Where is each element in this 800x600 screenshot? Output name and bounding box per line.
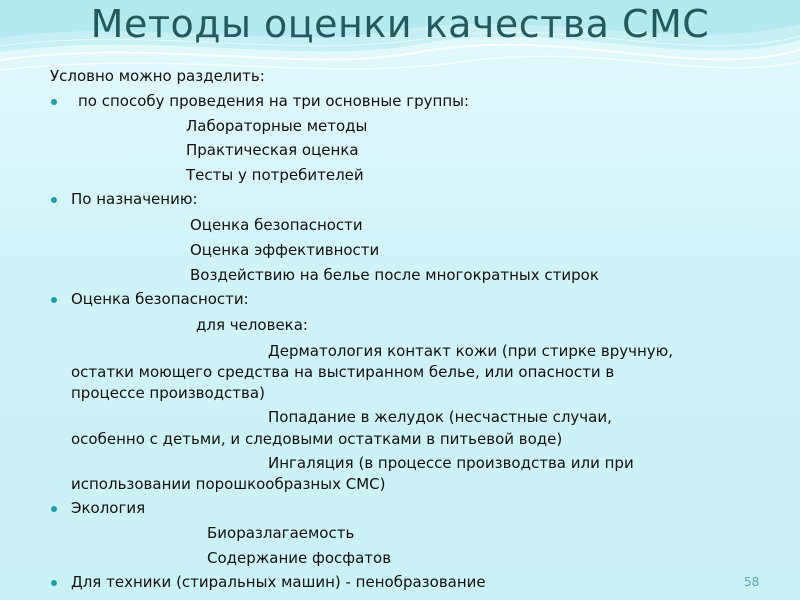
list-item: По назначению: bbox=[71, 190, 198, 208]
list-item: Воздействию на белье после многократных стирок bbox=[190, 266, 599, 284]
list-item: для человека: bbox=[196, 316, 308, 334]
list-item: Оценка эффективности bbox=[190, 241, 380, 259]
intro-line: Условно можно разделить: bbox=[50, 67, 265, 85]
slide-title: Методы оценки качества СМС bbox=[90, 2, 710, 46]
list-item: Практическая оценка bbox=[186, 141, 359, 159]
list-item: Экология bbox=[71, 499, 146, 517]
list-item: Для техники (стиральных машин) - пенобразование bbox=[71, 573, 486, 591]
bullet-icon bbox=[51, 197, 57, 203]
list-item: использовании порошкообразных СМС) bbox=[71, 475, 386, 493]
list-item: Содержание фосфатов bbox=[207, 549, 392, 567]
bullet-icon bbox=[51, 99, 57, 105]
list-item: Тесты у потребителей bbox=[186, 166, 364, 184]
page-number: 58 bbox=[744, 575, 760, 589]
list-item: Оценка безопасности bbox=[190, 216, 363, 234]
list-item: Ингаляция (в процессе производства или при bbox=[268, 454, 634, 472]
bullet-icon bbox=[51, 297, 57, 303]
list-item: Лабораторные методы bbox=[186, 117, 368, 135]
list-item: Дерматология контакт кожи (при стирке вручную, bbox=[268, 342, 674, 360]
list-item: особенно с детьми, и следовыми остатками в питьевой воде) bbox=[71, 430, 563, 448]
list-item: остатки моющего средства на выстиранном белье, или опасности в bbox=[71, 363, 615, 381]
list-item: Биоразлагаемость bbox=[207, 524, 355, 542]
list-item: процессе производства) bbox=[71, 384, 265, 402]
list-item: по способу проведения на три основные группы: bbox=[78, 92, 470, 110]
bullet-icon bbox=[51, 580, 57, 586]
list-item: Оценка безопасности: bbox=[71, 290, 249, 308]
bullet-icon bbox=[51, 506, 57, 512]
list-item: Попадание в желудок (несчастные случаи, bbox=[268, 408, 612, 426]
